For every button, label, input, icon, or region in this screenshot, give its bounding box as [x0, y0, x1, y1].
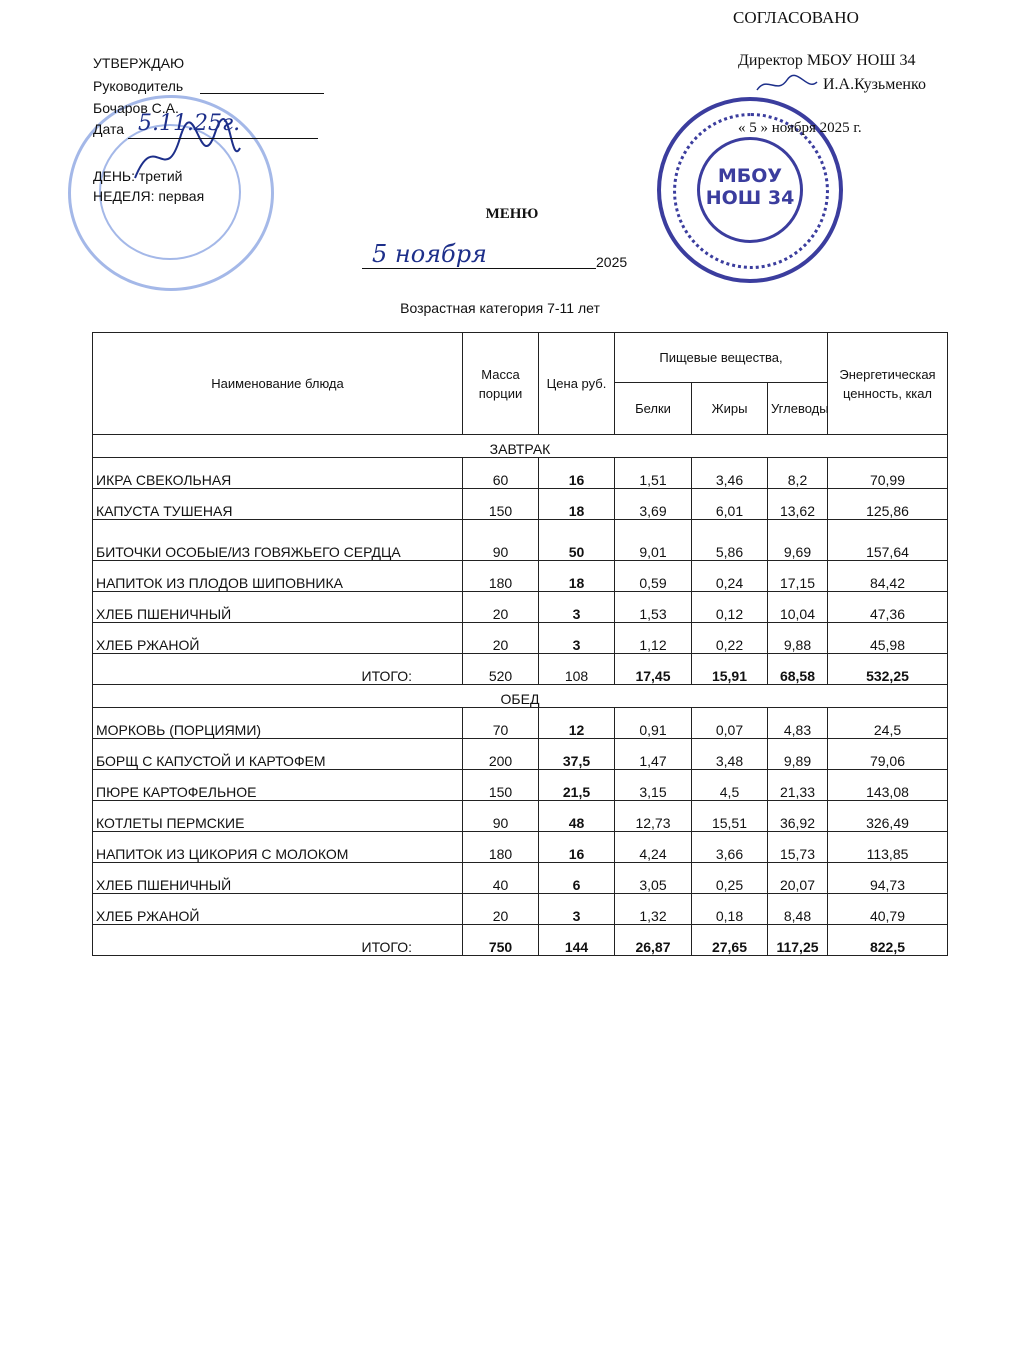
dish-name: НАПИТОК ИЗ ЦИКОРИЯ С МОЛОКОМ: [93, 832, 463, 863]
cell-protein: 12,73: [615, 801, 692, 832]
age-category: Возрастная категория 7-11 лет: [400, 300, 600, 316]
total-price: 108: [539, 654, 615, 685]
total-protein: 26,87: [615, 925, 692, 956]
cell-fat: 0,24: [692, 561, 768, 592]
cell-mass: 70: [463, 708, 539, 739]
cell-price: 48: [539, 801, 615, 832]
table-row: [93, 832, 948, 863]
cell-fat: 4,5: [692, 770, 768, 801]
dish-name: ИКРА СВЕКОЛЬНАЯ: [93, 458, 463, 489]
director-title: Директор МБОУ НОШ 34: [738, 52, 916, 69]
header-energy: Энергетическая ценность, ккал: [828, 333, 948, 435]
dish-name: ПЮРЕ КАРТОФЕЛЬНОЕ: [93, 770, 463, 801]
cell-energy: 125,86: [828, 489, 948, 520]
cell-carbs: 9,69: [768, 520, 828, 561]
cell-carbs: 10,04: [768, 592, 828, 623]
date-line: [128, 138, 318, 139]
table-row: [93, 894, 948, 925]
total-row: [93, 925, 948, 956]
dish-name: ХЛЕБ ПШЕНИЧНЫЙ: [93, 592, 463, 623]
cell-carbs: 8,2: [768, 458, 828, 489]
table-row: [93, 489, 948, 520]
approve-role: Руководитель: [93, 78, 184, 94]
total-label: ИТОГО:: [93, 654, 463, 685]
cell-fat: 15,51: [692, 801, 768, 832]
total-mass: 750: [463, 925, 539, 956]
cell-protein: 3,15: [615, 770, 692, 801]
table-row: [93, 801, 948, 832]
total-energy: 822,5: [828, 925, 948, 956]
cell-mass: 90: [463, 801, 539, 832]
cell-mass: 20: [463, 894, 539, 925]
menu-title: МЕНЮ: [485, 206, 539, 222]
right-signature: [752, 70, 822, 100]
header-carbs: Углеводы: [768, 383, 828, 435]
director-date: « 5 » ноября 2025 г.: [738, 120, 862, 136]
cell-fat: 0,22: [692, 623, 768, 654]
cell-fat: 0,25: [692, 863, 768, 894]
cell-energy: 70,99: [828, 458, 948, 489]
cell-protein: 3,69: [615, 489, 692, 520]
cell-energy: 113,85: [828, 832, 948, 863]
cell-energy: 45,98: [828, 623, 948, 654]
approve-title: УТВЕРЖДАЮ: [93, 55, 185, 71]
table-row: [93, 592, 948, 623]
menu-date-line: [362, 268, 596, 269]
cell-energy: 84,42: [828, 561, 948, 592]
cell-carbs: 15,73: [768, 832, 828, 863]
cell-price: 37,5: [539, 739, 615, 770]
cell-protein: 1,47: [615, 739, 692, 770]
cell-mass: 20: [463, 592, 539, 623]
cell-carbs: 9,88: [768, 623, 828, 654]
cell-mass: 150: [463, 770, 539, 801]
section-header: [93, 685, 948, 708]
approve-date-handwritten: 5.11.25г.: [138, 111, 241, 136]
table-row: [93, 863, 948, 894]
header-mass: Масса порции: [463, 333, 539, 435]
cell-mass: 90: [463, 520, 539, 561]
cell-energy: 79,06: [828, 739, 948, 770]
total-price: 144: [539, 925, 615, 956]
cell-carbs: 13,62: [768, 489, 828, 520]
total-mass: 520: [463, 654, 539, 685]
cell-protein: 3,05: [615, 863, 692, 894]
cell-price: 21,5: [539, 770, 615, 801]
table-row: [93, 770, 948, 801]
table-row: [93, 561, 948, 592]
dish-name: ХЛЕБ ПШЕНИЧНЫЙ: [93, 863, 463, 894]
dish-name: МОРКОВЬ (ПОРЦИЯМИ): [93, 708, 463, 739]
cell-energy: 326,49: [828, 801, 948, 832]
approve-name: Бочаров С.А.: [93, 100, 179, 116]
cell-fat: 3,46: [692, 458, 768, 489]
header-name: Наименование блюда: [93, 333, 463, 435]
cell-carbs: 9,89: [768, 739, 828, 770]
total-protein: 17,45: [615, 654, 692, 685]
cell-mass: 180: [463, 832, 539, 863]
table-row: [93, 739, 948, 770]
week-label: НЕДЕЛЯ: первая: [93, 188, 205, 204]
cell-price: 18: [539, 561, 615, 592]
stamp-text-line1: МБОУ: [717, 165, 783, 187]
menu-body: [93, 435, 948, 956]
cell-protein: 0,91: [615, 708, 692, 739]
cell-fat: 0,18: [692, 894, 768, 925]
total-fat: 27,65: [692, 925, 768, 956]
cell-carbs: 8,48: [768, 894, 828, 925]
cell-protein: 1,12: [615, 623, 692, 654]
section-title: ЗАВТРАК: [93, 435, 948, 458]
header-protein: Белки: [615, 383, 692, 435]
cell-energy: 94,73: [828, 863, 948, 894]
cell-fat: 6,01: [692, 489, 768, 520]
section-title: ОБЕД: [93, 685, 948, 708]
cell-fat: 0,12: [692, 592, 768, 623]
section-header: [93, 435, 948, 458]
total-carbs: 117,25: [768, 925, 828, 956]
menu-date-handwritten: 5 ноября: [372, 240, 487, 268]
cell-protein: 1,32: [615, 894, 692, 925]
total-energy: 532,25: [828, 654, 948, 685]
dish-name: КОТЛЕТЫ ПЕРМСКИЕ: [93, 801, 463, 832]
total-fat: 15,91: [692, 654, 768, 685]
cell-carbs: 21,33: [768, 770, 828, 801]
cell-carbs: 4,83: [768, 708, 828, 739]
cell-protein: 0,59: [615, 561, 692, 592]
header-fat: Жиры: [692, 383, 768, 435]
cell-mass: 200: [463, 739, 539, 770]
cell-carbs: 36,92: [768, 801, 828, 832]
cell-price: 16: [539, 832, 615, 863]
cell-price: 18: [539, 489, 615, 520]
cell-price: 6: [539, 863, 615, 894]
day-label: ДЕНЬ: третий: [93, 168, 183, 184]
cell-mass: 20: [463, 623, 539, 654]
cell-energy: 40,79: [828, 894, 948, 925]
cell-price: 3: [539, 894, 615, 925]
menu-table: [92, 332, 948, 956]
cell-price: 16: [539, 458, 615, 489]
cell-energy: 47,36: [828, 592, 948, 623]
cell-mass: 40: [463, 863, 539, 894]
cell-fat: 5,86: [692, 520, 768, 561]
cell-energy: 24,5: [828, 708, 948, 739]
header-nutrients: Пищевые вещества,: [615, 333, 828, 383]
stamp-text-line2: НОШ 34: [705, 187, 795, 209]
cell-carbs: 20,07: [768, 863, 828, 894]
cell-fat: 3,48: [692, 739, 768, 770]
table-row: [93, 458, 948, 489]
menu-year: 2025: [596, 254, 628, 270]
header-price: Цена руб.: [539, 333, 615, 435]
cell-protein: 4,24: [615, 832, 692, 863]
cell-price: 3: [539, 592, 615, 623]
cell-energy: 143,08: [828, 770, 948, 801]
cell-protein: 1,51: [615, 458, 692, 489]
agreed-title: СОГЛАСОВАНО: [733, 8, 859, 27]
table-row: [93, 623, 948, 654]
dish-name: БОРЩ С КАПУСТОЙ И КАРТОФЕМ: [93, 739, 463, 770]
dish-name: БИТОЧКИ ОСОБЫЕ/ИЗ ГОВЯЖЬЕГО СЕРДЦА: [93, 520, 463, 561]
cell-fat: 0,07: [692, 708, 768, 739]
cell-protein: 9,01: [615, 520, 692, 561]
dish-name: ХЛЕБ РЖАНОЙ: [93, 894, 463, 925]
table-row: [93, 520, 948, 561]
table-row: [93, 708, 948, 739]
dish-name: ХЛЕБ РЖАНОЙ: [93, 623, 463, 654]
cell-carbs: 17,15: [768, 561, 828, 592]
total-row: [93, 654, 948, 685]
cell-mass: 60: [463, 458, 539, 489]
signature-line: [200, 93, 324, 94]
cell-mass: 150: [463, 489, 539, 520]
approve-date-label: Дата: [93, 121, 125, 137]
cell-protein: 1,53: [615, 592, 692, 623]
cell-price: 3: [539, 623, 615, 654]
director-name: И.А.Кузьменко: [823, 76, 926, 93]
cell-mass: 180: [463, 561, 539, 592]
cell-price: 50: [539, 520, 615, 561]
dish-name: НАПИТОК ИЗ ПЛОДОВ ШИПОВНИКА: [93, 561, 463, 592]
total-label: ИТОГО:: [93, 925, 463, 956]
total-carbs: 68,58: [768, 654, 828, 685]
dish-name: КАПУСТА ТУШЕНАЯ: [93, 489, 463, 520]
cell-energy: 157,64: [828, 520, 948, 561]
cell-price: 12: [539, 708, 615, 739]
cell-fat: 3,66: [692, 832, 768, 863]
